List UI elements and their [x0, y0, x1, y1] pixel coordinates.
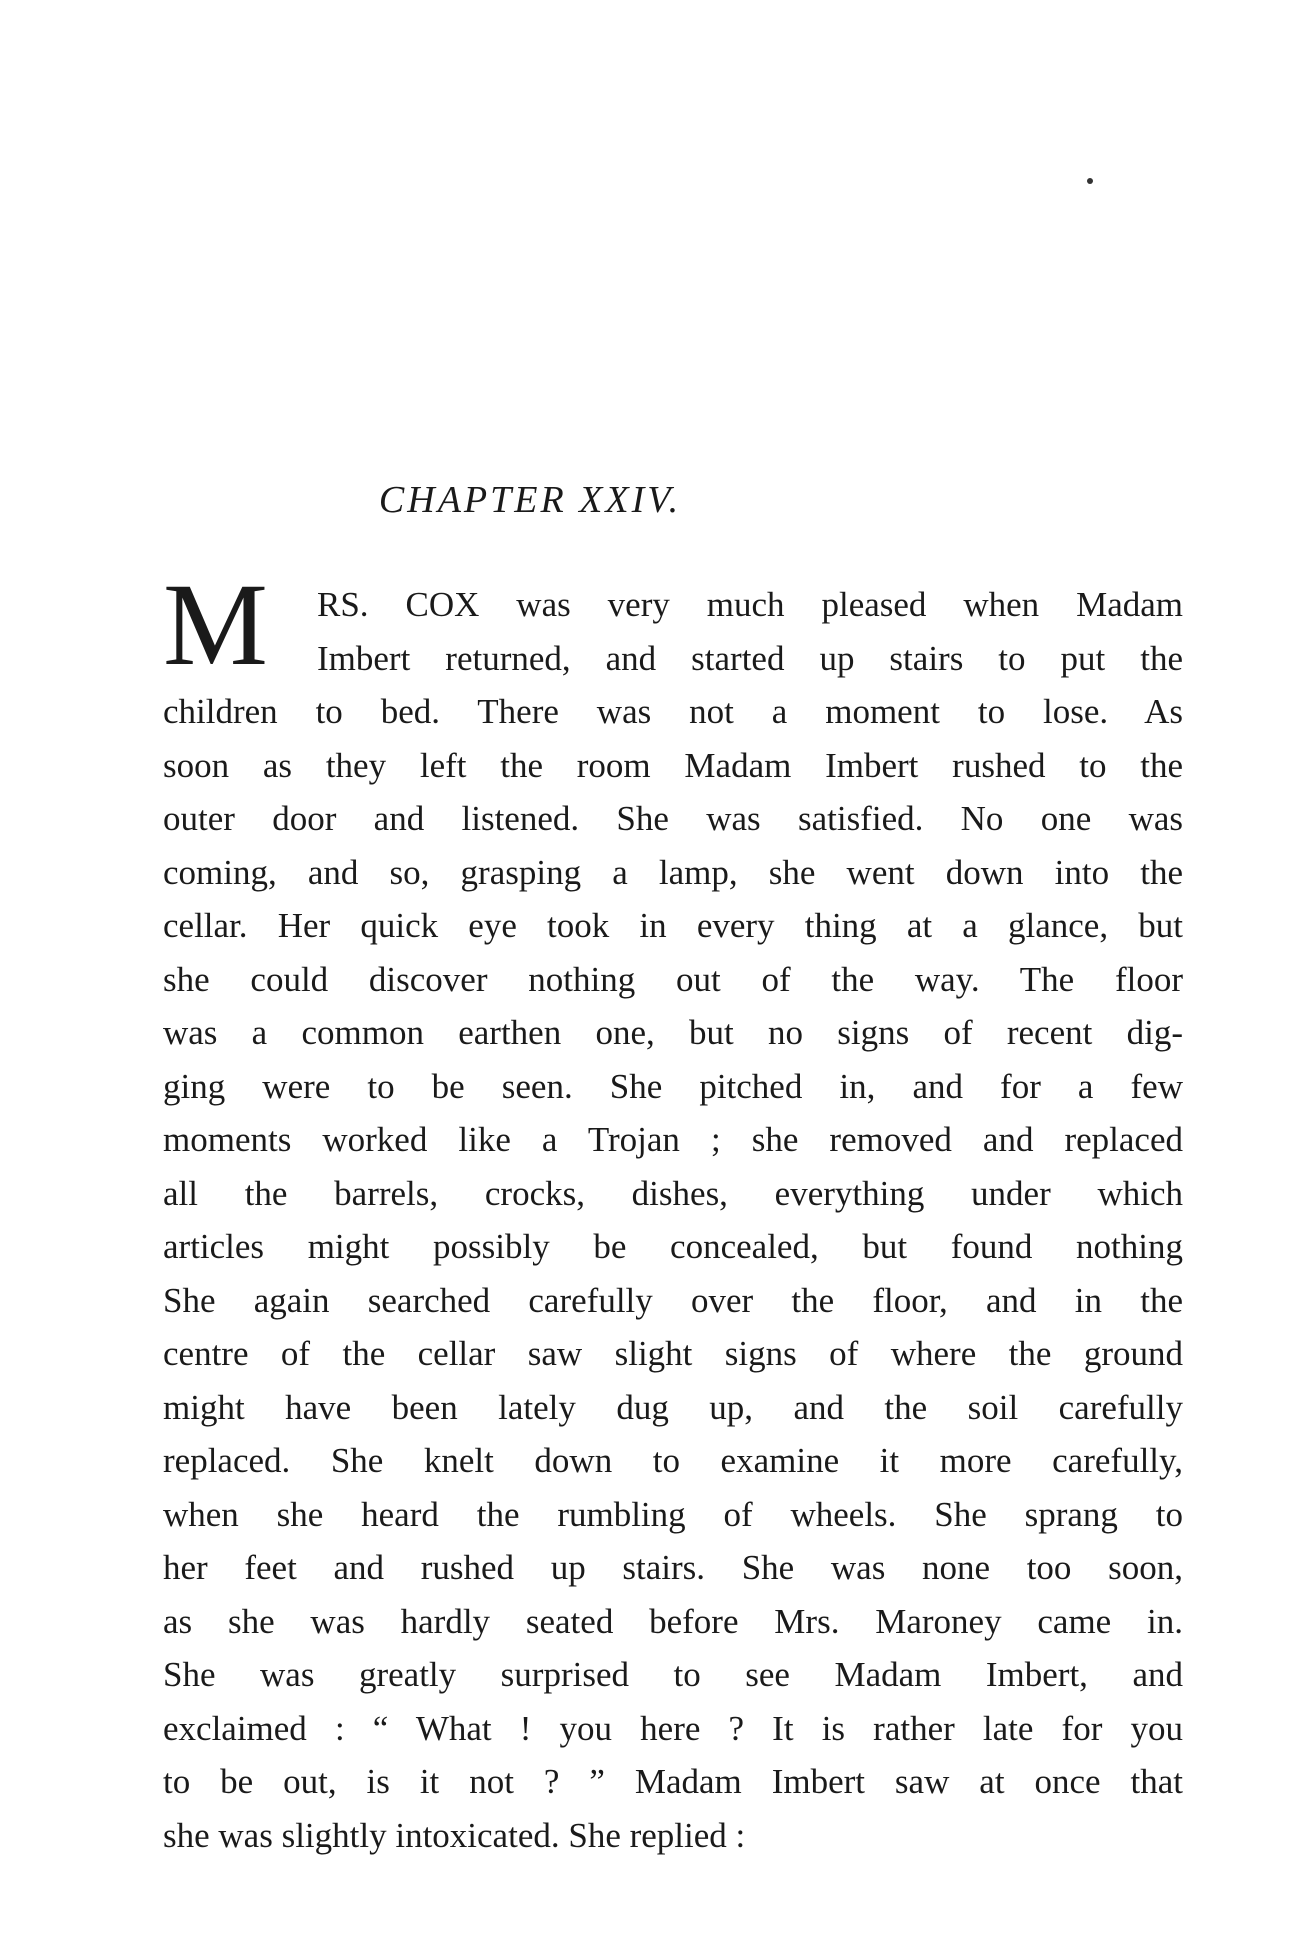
- text-line: cellar. Her quick eye took in every thing at a glance, but: [163, 906, 1183, 945]
- chapter-body: [163, 578, 1183, 1862]
- chapter-heading: CHAPTER XXIV.: [378, 479, 682, 521]
- text-line: all the barrels, crocks, dishes, everything under which: [163, 1173, 1183, 1213]
- text-line: RS. COX was very much pleased when Madam: [317, 585, 1183, 624]
- text-line: replaced. She knelt down to examine it more carefully,: [163, 1441, 1183, 1480]
- text-line: to be out, is it not ? ” Madam Imbert saw at once that: [163, 1762, 1183, 1801]
- text-line: soon as they left the room Madam Imbert rushed to the: [163, 745, 1183, 785]
- text-line: as she was hardly seated before Mrs. Maroney came in.: [163, 1601, 1183, 1641]
- text-line: outer door and listened. She was satisfied. No one was: [163, 799, 1183, 838]
- text-line: exclaimed : “ What ! you here ? It is rather late for you: [163, 1708, 1183, 1748]
- text-line: ging were to be seen. She pitched in, and for a few: [163, 1066, 1183, 1106]
- page-speck: [1087, 178, 1093, 184]
- text-line: children to bed. There was not a moment to lose. As: [163, 692, 1183, 731]
- text-line: she was slightly intoxicated. She replied :: [163, 1815, 746, 1855]
- text-line: She again searched carefully over the floor, and in the: [163, 1280, 1183, 1320]
- text-line: might have been lately dug up, and the soil carefully: [163, 1387, 1183, 1427]
- text-line: her feet and rushed up stairs. She was none too soon,: [163, 1548, 1183, 1587]
- text-line: was a common earthen one, but no signs of recent dig-: [163, 1013, 1183, 1052]
- text-line: Imbert returned, and started up stairs to put the: [317, 638, 1183, 678]
- text-line: She was greatly surprised to see Madam Imbert, and: [163, 1655, 1183, 1694]
- text-line: centre of the cellar saw slight signs of where the ground: [163, 1334, 1183, 1373]
- text-line: she could discover nothing out of the way. The floor: [163, 959, 1183, 999]
- text-line: when she heard the rumbling of wheels. She sprang to: [163, 1494, 1183, 1534]
- drop-cap: M: [163, 559, 268, 690]
- text-line: coming, and so, grasping a lamp, she went down into the: [163, 852, 1183, 892]
- text-line: moments worked like a Trojan ; she removed and replaced: [163, 1120, 1183, 1159]
- text-line: articles might possibly be concealed, but found nothing: [163, 1227, 1183, 1266]
